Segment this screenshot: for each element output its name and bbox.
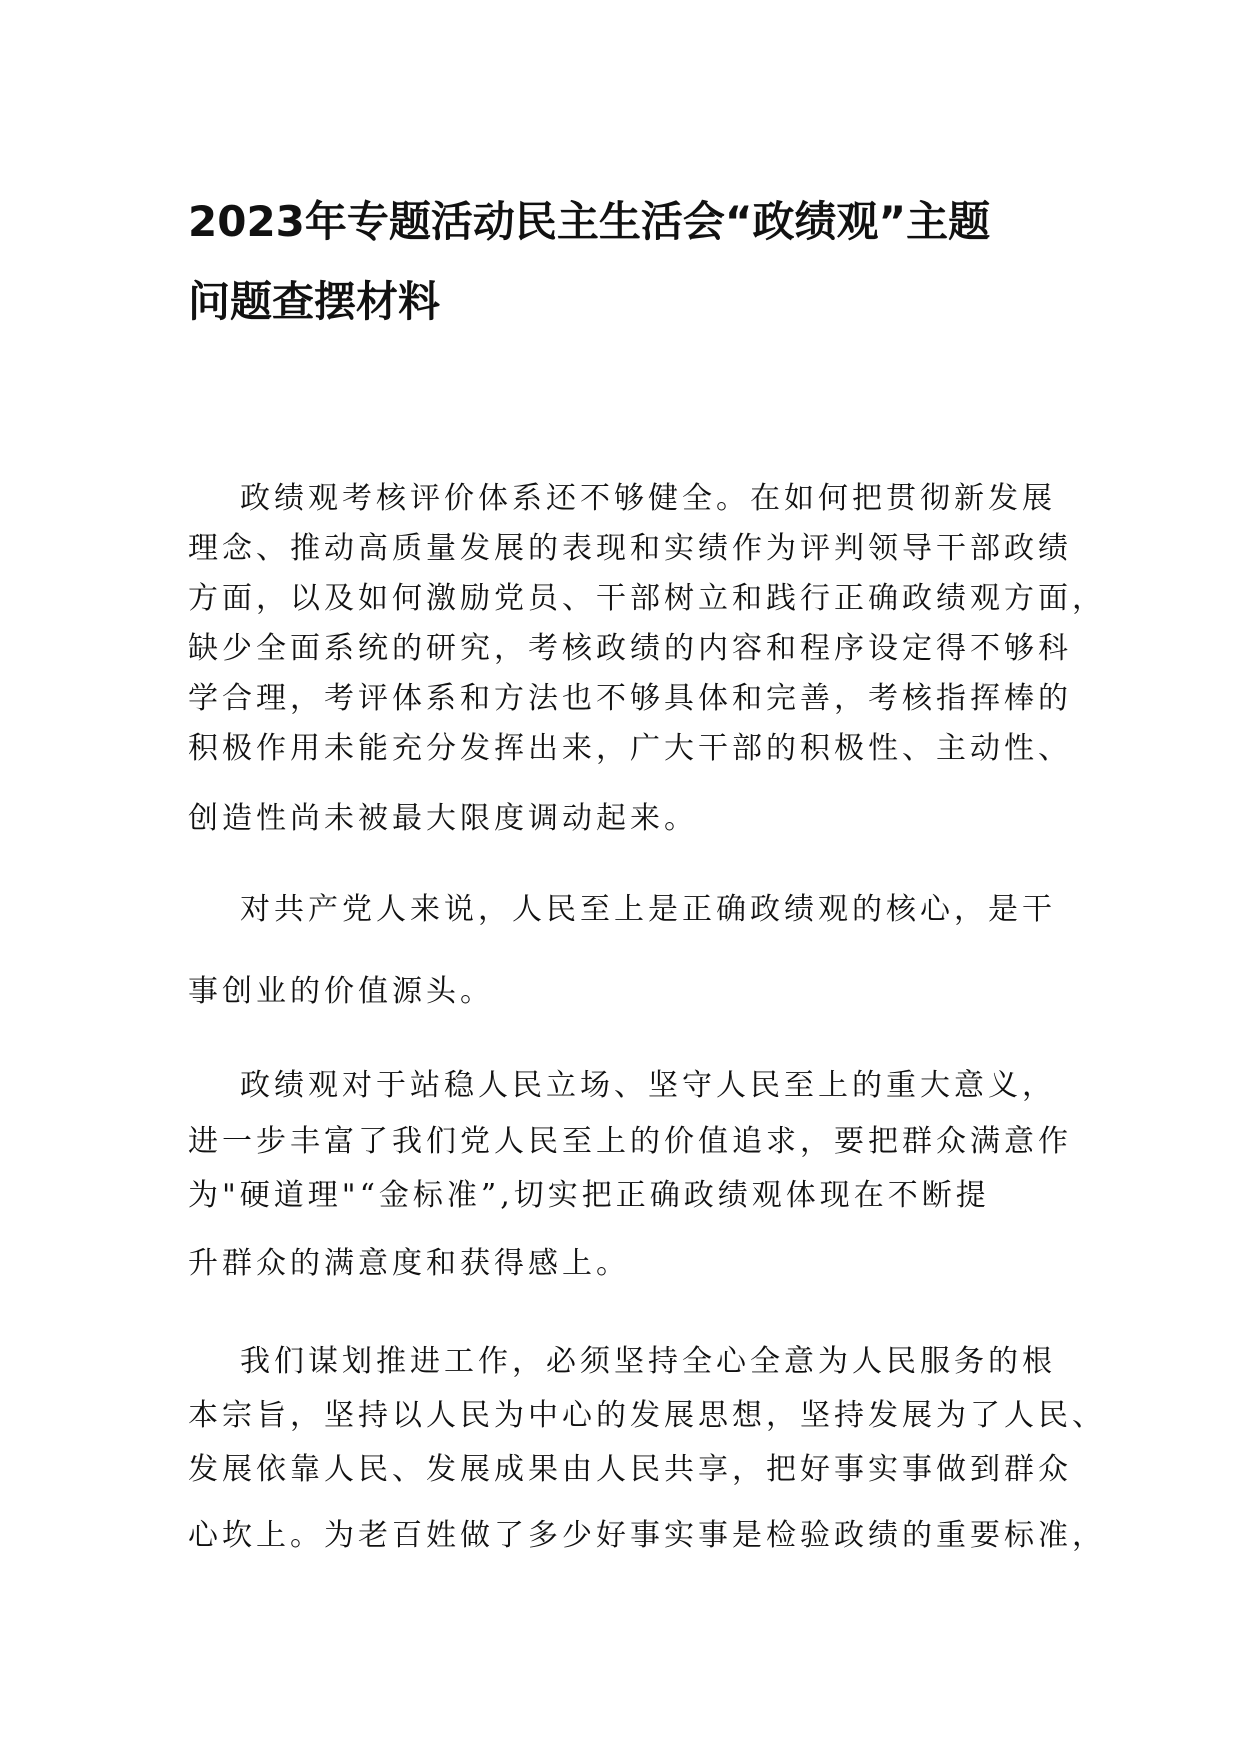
paragraph-4 xyxy=(188,1344,1106,1553)
paragraph-line: 我们谋划推进工作，必须坚持全心全意为人民服务的根 xyxy=(240,1344,1056,1379)
paragraph-line: 政绩观考核评价体系还不够健全。在如何把贯彻新发展 xyxy=(240,481,1056,516)
paragraph-line: 学合理，考评体系和方法也不够具体和完善，考核指挥棒的 xyxy=(188,681,1072,716)
paragraph-line: 心坎上。为老百姓做了多少好事实事是检验政绩的重要标准， xyxy=(188,1518,1106,1553)
paragraph-line: 为"硬道理"“金标准”,切实把正确政绩观体现在不断提 xyxy=(188,1178,990,1213)
paragraph-line: 事创业的价值源头。 xyxy=(188,974,494,1009)
paragraph-line: 对共产党人来说，人民至上是正确政绩观的核心，是干 xyxy=(240,892,1056,927)
paragraph-line: 积极作用未能充分发挥出来，广大干部的积极性、主动性、 xyxy=(188,731,1072,766)
paragraph-line: 缺少全面系统的研究，考核政绩的内容和程序设定得不够科 xyxy=(188,631,1072,666)
paragraph-line: 政绩观对于站稳人民立场、坚守人民至上的重大意义， xyxy=(240,1068,1056,1103)
title-line: 问题查摆材料 xyxy=(188,277,441,326)
paragraph-line: 进一步丰富了我们党人民至上的价值追求，要把群众满意作 xyxy=(188,1124,1072,1159)
paragraph-3 xyxy=(188,1068,1072,1281)
paragraph-1 xyxy=(188,481,1106,836)
title-line: 2023年专题活动民主生活会“政绩观”主题 xyxy=(188,197,991,246)
paragraph-line: 方面，以及如何激励党员、干部树立和践行正确政绩观方面， xyxy=(188,581,1106,616)
paragraph-line: 创造性尚未被最大限度调动起来。 xyxy=(188,801,698,836)
paragraph-line: 发展依靠人民、发展成果由人民共享，把好事实事做到群众 xyxy=(188,1452,1072,1487)
paragraph-line: 本宗旨，坚持以人民为中心的发展思想，坚持发展为了人民、 xyxy=(188,1398,1106,1433)
document-title xyxy=(188,182,1068,342)
paragraph-2 xyxy=(188,892,1068,1009)
paragraph-line: 升群众的满意度和获得感上。 xyxy=(188,1246,630,1281)
paragraph-line: 理念、推动高质量发展的表现和实绩作为评判领导干部政绩 xyxy=(188,531,1072,566)
